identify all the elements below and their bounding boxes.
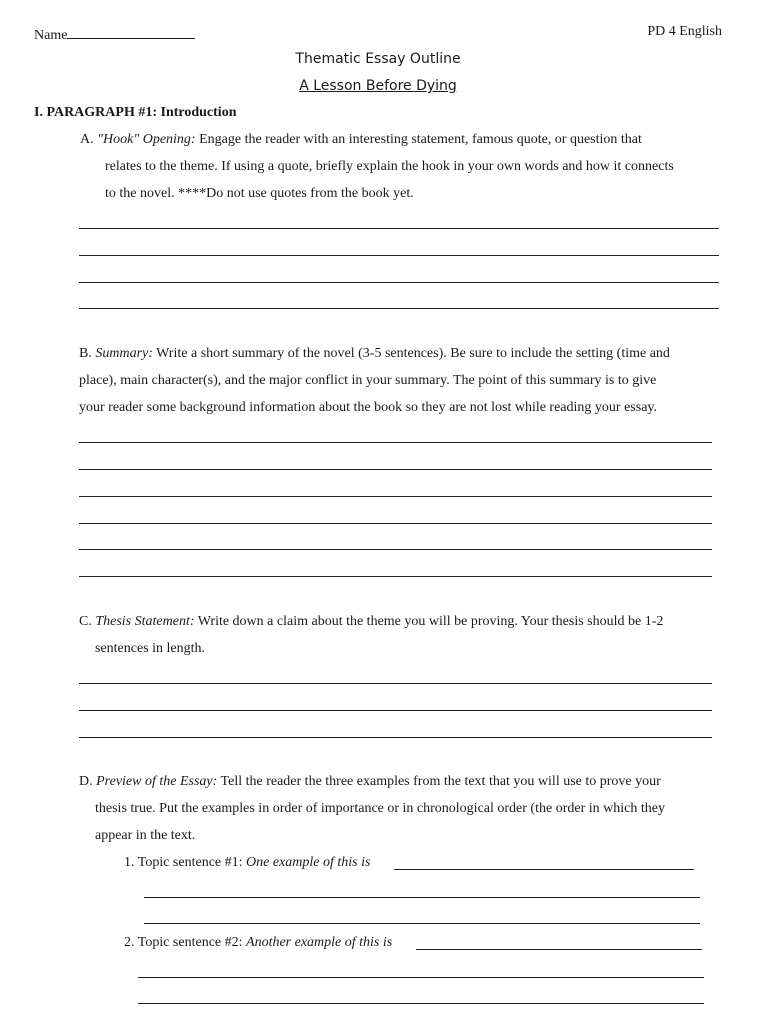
- topic-2-phrase: Another example of this is: [246, 935, 393, 950]
- topic-sentence-2: [124, 935, 392, 951]
- answer-line[interactable]: [79, 282, 719, 283]
- answer-line[interactable]: [79, 549, 712, 550]
- answer-line[interactable]: [138, 1003, 704, 1004]
- part-b-text-2: place), main character(s), and the major conflict in your summary. The point of this summary is to give: [79, 373, 657, 388]
- part-b-text-3: your reader some background information about the book so they are not lost while reading your essay.: [79, 400, 657, 415]
- part-b-line-1: [79, 346, 670, 362]
- answer-line[interactable]: [79, 442, 712, 443]
- answer-line[interactable]: [138, 977, 704, 978]
- topic-2-label: 2. Topic sentence #2:: [124, 935, 247, 950]
- part-d-text-2: thesis true. Put the examples in order of importance or in chronological order (the order in which they: [95, 801, 665, 816]
- answer-line[interactable]: [79, 710, 712, 711]
- answer-line[interactable]: [144, 897, 700, 898]
- part-a-text-1: Engage the reader with an interesting statement, famous quote, or question that: [195, 132, 642, 147]
- part-d-text-1: Tell the reader the three examples from the text that you will use to prove your: [217, 774, 661, 789]
- part-c-letter: C.: [79, 614, 92, 629]
- answer-line[interactable]: [79, 737, 712, 738]
- part-d-letter: D.: [79, 774, 93, 789]
- part-a-letter: A.: [80, 132, 94, 147]
- section-heading: I. PARAGRAPH #1: Introduction: [34, 105, 237, 120]
- part-a-text-3: to the novel. ****Do not use quotes from the book yet.: [105, 186, 414, 201]
- part-d-line-1: [79, 774, 661, 790]
- answer-line[interactable]: [79, 576, 712, 577]
- topic-1-label: 1. Topic sentence #1:: [124, 855, 247, 870]
- answer-line[interactable]: [79, 496, 712, 497]
- topic-1-answer-line[interactable]: [394, 869, 694, 870]
- part-a-line-1: [80, 132, 642, 148]
- part-b-text-1: Write a short summary of the novel (3-5 sentences). Be sure to include the setting (time and: [152, 346, 670, 361]
- topic-1-phrase: One example of this is: [246, 855, 371, 870]
- answer-line[interactable]: [79, 683, 712, 684]
- answer-line[interactable]: [79, 228, 719, 229]
- answer-line[interactable]: [144, 923, 700, 924]
- document-subtitle: A Lesson Before Dying: [299, 78, 457, 94]
- part-d-term: Preview of the Essay:: [96, 774, 218, 789]
- part-c-text-2: sentences in length.: [95, 641, 206, 656]
- class-period-label: PD 4 English: [647, 24, 722, 39]
- part-a-text-2: relates to the theme. If using a quote, briefly explain the hook in your own words and how it connects: [105, 159, 674, 174]
- part-a-term: "Hook" Opening:: [97, 132, 196, 147]
- part-c-text-1: Write down a claim about the theme you will be proving. Your thesis should be 1-2: [194, 614, 664, 629]
- name-input-line[interactable]: [67, 24, 195, 39]
- document-title: Thematic Essay Outline: [295, 51, 461, 67]
- answer-line[interactable]: [79, 469, 712, 470]
- name-field-row: [34, 24, 195, 44]
- part-c-term: Thesis Statement:: [95, 614, 195, 629]
- topic-sentence-1: [124, 855, 370, 871]
- name-label: Name: [34, 28, 68, 43]
- answer-line[interactable]: [79, 255, 719, 256]
- part-c-line-1: [79, 614, 663, 630]
- part-b-term: Summary:: [95, 346, 153, 361]
- answer-line[interactable]: [79, 523, 712, 524]
- answer-line[interactable]: [79, 308, 719, 309]
- part-b-letter: B.: [79, 346, 92, 361]
- topic-2-answer-line[interactable]: [416, 949, 702, 950]
- part-d-text-3: appear in the text.: [95, 828, 196, 843]
